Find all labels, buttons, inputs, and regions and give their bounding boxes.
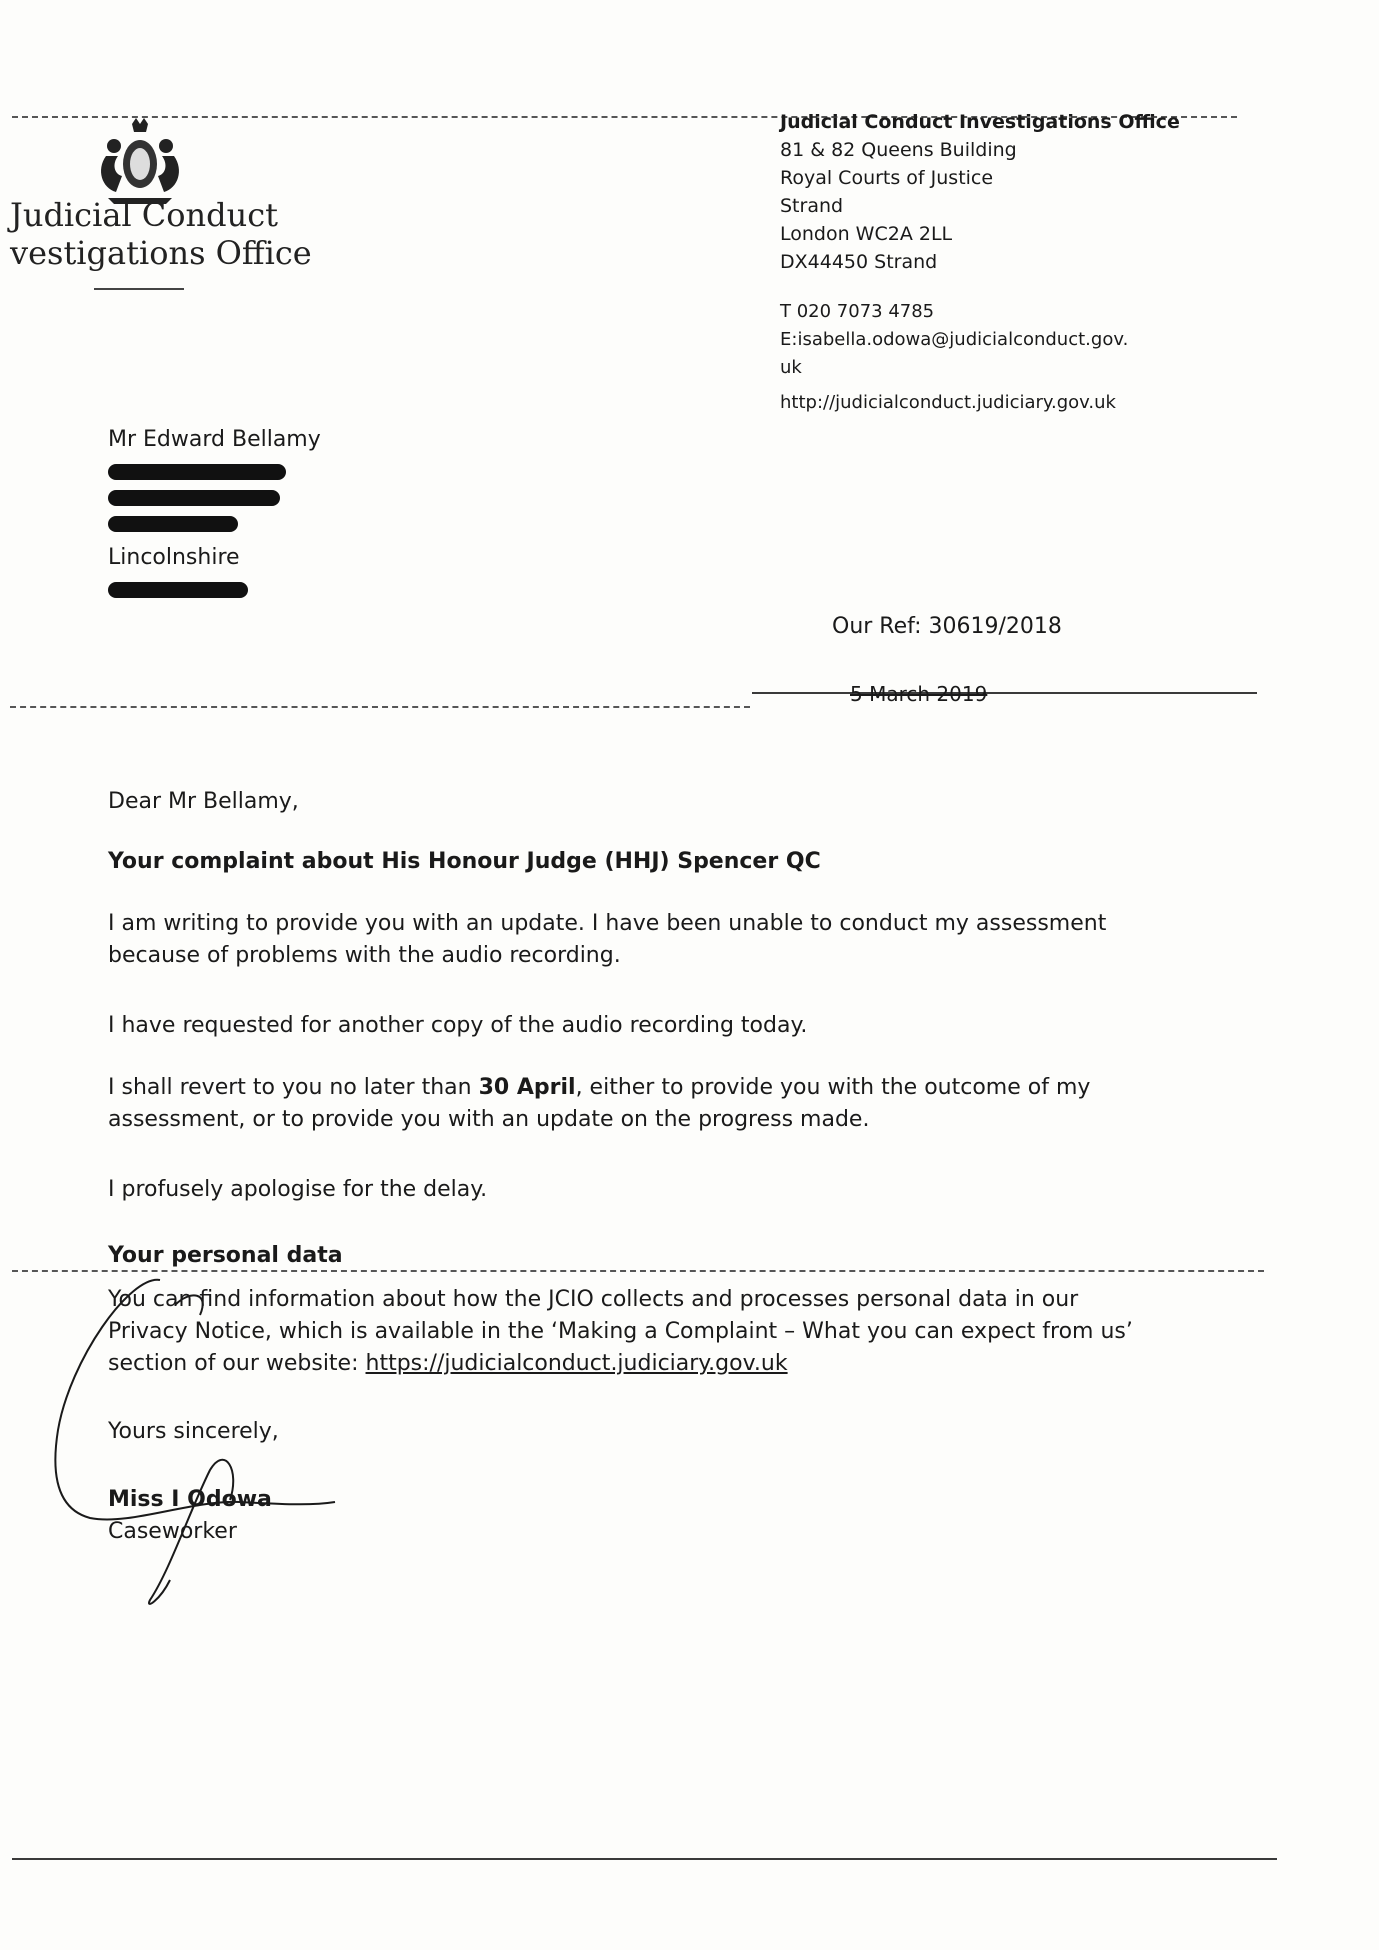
paragraph-revert xyxy=(108,1072,1178,1136)
paragraph-request: I have requested for another copy of the audio recording today. xyxy=(108,1013,808,1038)
office-address xyxy=(780,108,1180,276)
redaction-bar xyxy=(108,516,238,532)
privacy-line-3-text: section of our website: xyxy=(108,1351,366,1376)
redaction-bar xyxy=(108,582,248,598)
privacy-line-1: You can find information about how the JCIO collects and processes personal data in our xyxy=(108,1287,1079,1312)
department-line-1: Judicial Conduct xyxy=(10,196,279,234)
department-rule xyxy=(94,288,184,290)
address-line-5: DX44450 Strand xyxy=(780,251,938,273)
our-reference: Our Ref: 30619/2018 xyxy=(832,614,1062,639)
paragraph-update xyxy=(108,908,1178,972)
address-line-4: London WC2A 2LL xyxy=(780,223,953,245)
department-line-2: vestigations Office xyxy=(10,234,312,272)
signatory-role: Caseworker xyxy=(108,1519,237,1544)
subject-line: Your complaint about His Honour Judge (HHJ) Spencer QC xyxy=(108,849,821,874)
paragraph-revert-line-2: assessment, or to provide you with an update on the progress made. xyxy=(108,1107,870,1132)
revert-text-pre: I shall revert to you no later than xyxy=(108,1075,479,1100)
office-name: Judicial Conduct Investigations Office xyxy=(780,111,1180,133)
address-line-1: 81 & 82 Queens Building xyxy=(780,139,1017,161)
middle-scan-line xyxy=(10,706,750,708)
address-line-2: Royal Courts of Justice xyxy=(780,167,994,189)
recipient-address xyxy=(108,424,408,608)
royal-crest-icon xyxy=(92,118,188,206)
office-website: http://judicialconduct.judiciary.gov.uk xyxy=(780,392,1116,413)
revert-text-post: , either to provide you with the outcome of my xyxy=(575,1075,1091,1100)
address-line-3: Strand xyxy=(780,195,844,217)
letter-date: 5 March 2019 xyxy=(850,682,988,706)
bottom-rule xyxy=(12,1858,1277,1860)
handwritten-signature xyxy=(50,1270,350,1620)
office-email-line-2: uk xyxy=(780,357,802,378)
department-name xyxy=(10,196,340,272)
signatory-name: Miss I Odowa xyxy=(108,1487,272,1512)
recipient-county: Lincolnshire xyxy=(108,545,240,570)
salutation: Dear Mr Bellamy, xyxy=(108,789,299,814)
redaction-bar xyxy=(108,490,280,506)
paragraph-update-line-2: because of problems with the audio recording. xyxy=(108,943,621,968)
redaction-bar xyxy=(108,464,286,480)
office-phone: T 020 7073 4785 xyxy=(780,301,935,322)
office-contact xyxy=(780,298,1180,382)
personal-data-heading: Your personal data xyxy=(108,1243,343,1268)
closing: Yours sincerely, xyxy=(108,1419,279,1444)
date-rule xyxy=(752,692,1257,694)
privacy-line-2: Privacy Notice, which is available in the ‘Making a Complaint – What you can expect from us’ xyxy=(108,1319,1133,1344)
office-email-line-1: E:isabella.odowa@judicialconduct.gov. xyxy=(780,329,1129,350)
recipient-name: Mr Edward Bellamy xyxy=(108,427,321,452)
paragraph-apology: I profusely apologise for the delay. xyxy=(108,1177,488,1202)
revert-deadline: 30 April xyxy=(478,1075,576,1100)
paragraph-update-line-1: I am writing to provide you with an update. I have been unable to conduct my assessment xyxy=(108,911,1107,936)
paragraph-revert-line-1 xyxy=(108,1072,1178,1104)
privacy-website-link[interactable]: https://judicialconduct.judiciary.gov.uk xyxy=(365,1351,788,1376)
